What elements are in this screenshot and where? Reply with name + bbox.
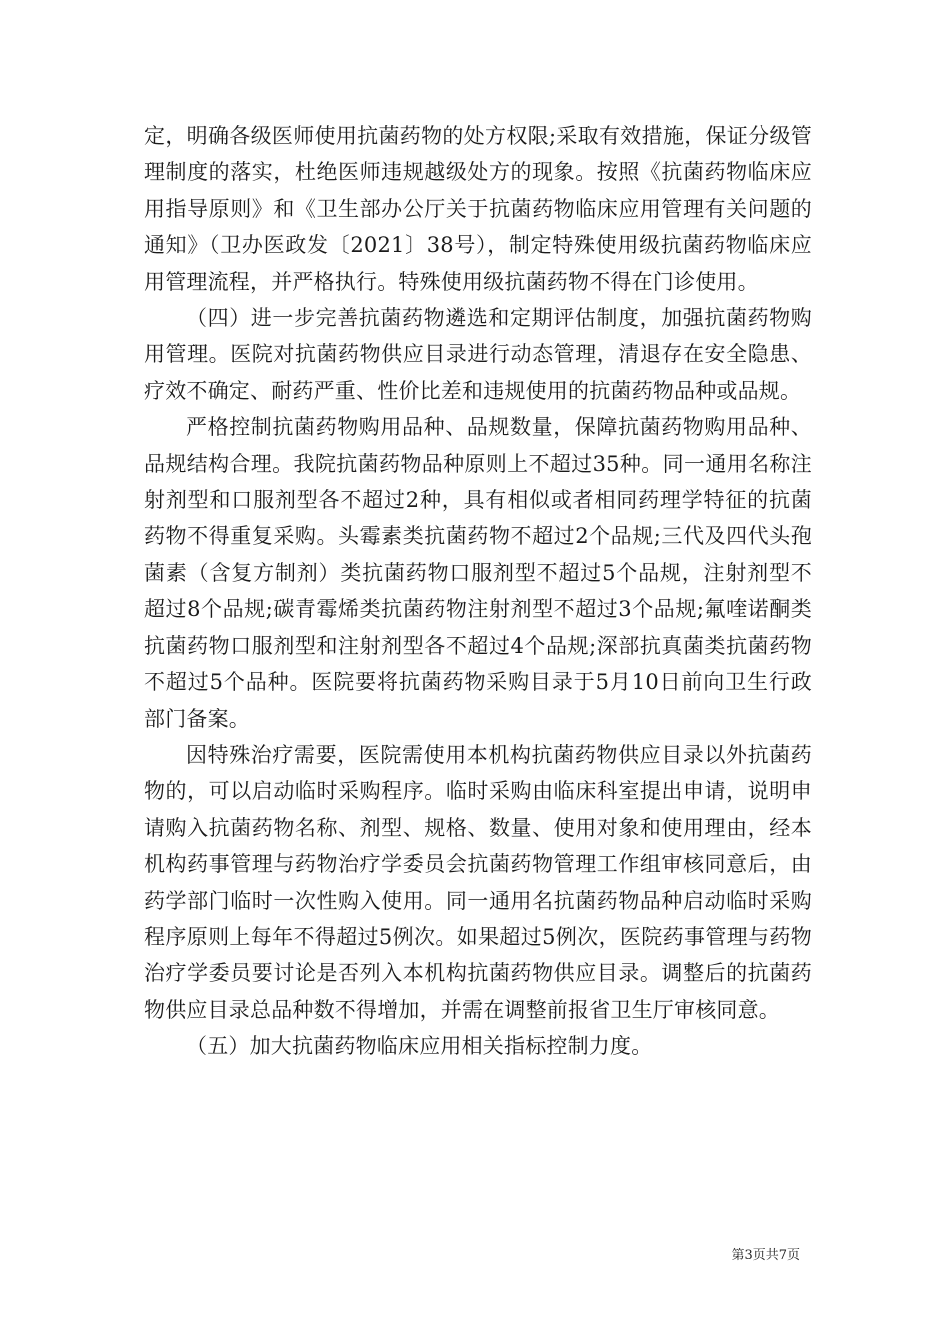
paragraph-section-four: （四）进一步完善抗菌药物遴选和定期评估制度，加强抗菌药物购用管理。医院对抗菌药物供应目录进行动态管理，清退存在安全隐患、疗效不确定、耐药严重、性价比差和违规使用的抗菌药物品种或品规。 (144, 306, 812, 403)
document-body (144, 118, 812, 1065)
paragraph-procurement-limits: 严格控制抗菌药物购用品种、品规数量，保障抗菌药物购用品种、品规结构合理。我院抗菌药物品种原则上不超过35种。同一通用名称注射剂型和口服剂型各不超过2种，具有相似或者相同药理学特征的抗菌药物不得重复采购。头霉素类抗菌药物不超过2个品规;三代及四代头孢菌素（含复方制剂）类抗菌药物口服剂型不超过5个品规，注射剂型不超过8个品规;碳青霉烯类抗菌药物注射剂型不超过3个品规;氟喹诺酮类抗菌药物口服剂型和注射剂型各不超过4个品规;深部抗真菌类抗菌药物不超过5个品种。医院要将抗菌药物采购目录于5月10日前向卫生行政部门备案。 (144, 415, 812, 731)
paragraph-temporary-procurement: 因特殊治疗需要，医院需使用本机构抗菌药物供应目录以外抗菌药物的，可以启动临时采购程序。临时采购由临床科室提出申请，说明申请购入抗菌药物名称、剂型、规格、数量、使用对象和使用理由，经本机构药事管理与药物治疗学委员会抗菌药物管理工作组审核同意后，由药学部门临时一次性购入使用。同一通用名抗菌药物品种启动临时采购程序原则上每年不得超过5例次。如果超过5例次，医院药事管理与药物治疗学委员要讨论是否列入本机构抗菌药物供应目录。调整后的抗菌药物供应目录总品种数不得增加，并需在调整前报省卫生厅审核同意。 (144, 742, 812, 1022)
paragraph-continuation: 定，明确各级医师使用抗菌药物的处方权限;采取有效措施，保证分级管理制度的落实，杜绝医师违规越级处方的现象。按照《抗菌药物临床应用指导原则》和《卫生部办公厅关于抗菌药物临床应用管理有关问题的通知》（卫办医政发〔2021〕38号），制定特殊使用级抗菌药物临床应用管理流程，并严格执行。特殊使用级抗菌药物不得在门诊使用。 (144, 124, 812, 294)
page-number-footer: 第3页共7页 (731, 1248, 800, 1263)
paragraph-section-five: （五）加大抗菌药物临床应用相关指标控制力度。 (186, 1034, 653, 1059)
